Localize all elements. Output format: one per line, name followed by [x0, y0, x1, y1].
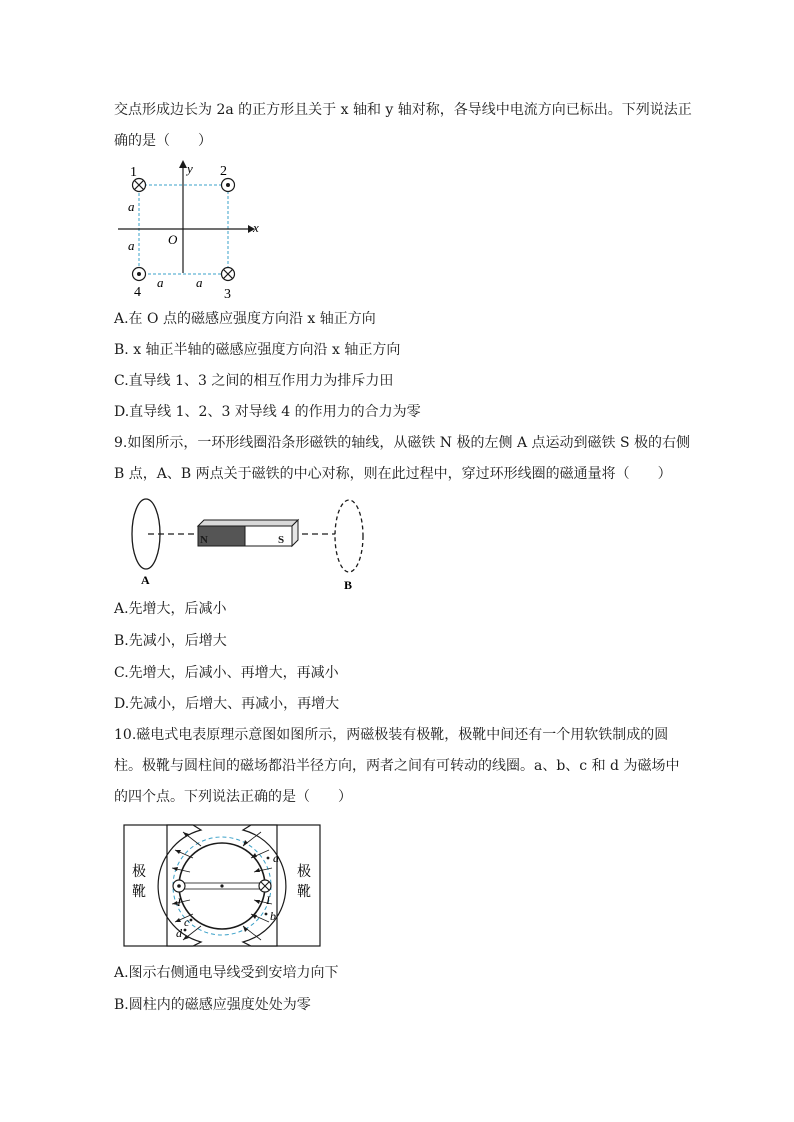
q10-option-a: A.图示右侧通电导线受到安培力向下 [114, 965, 339, 981]
magnet-south-half [245, 526, 292, 546]
x-axis-label: x [253, 220, 259, 235]
q10-stem-line-1: 10.磁电式电表原理示意图如图所示，两磁极装有极靴，极靴中间还有一个用软铁制成的圆 [114, 727, 669, 743]
left-pole-char-2: 靴 [132, 885, 146, 900]
left-pole-char-1: 极 [132, 865, 146, 880]
q9-stem-line-2: B 点，A、B 两点关于磁铁的中心对称，则在此过程中，穿过环形线圈的磁通量将（ ） [114, 466, 672, 482]
q9-option-a: A.先增大，后减小 [114, 601, 227, 617]
cylinder-center [220, 884, 223, 887]
right-pole-char-2: 靴 [297, 885, 311, 900]
origin-label: O [168, 232, 178, 247]
q9-option-b: B.先减小，后增大 [114, 633, 227, 649]
q10-meter-figure [123, 824, 321, 948]
right-conductor-cross-icon [259, 880, 271, 892]
wire-2-label: 2 [220, 164, 227, 179]
wire-3-label: 3 [224, 287, 231, 302]
side-label-right: a [196, 275, 203, 290]
side-label-upper: a [128, 199, 135, 214]
wire-1-cross-icon [133, 179, 146, 192]
point-c-label: c [184, 915, 190, 929]
q8-option-a: A.在 O 点的磁感应强度方向沿 x 轴正方向 [114, 311, 376, 327]
q10-stem-line-2: 柱。极靴与圆柱间的磁场都沿半径方向，两者之间有可转动的线圈。a、b、c 和 d 为磁场中 [114, 758, 680, 774]
q9-option-c: C.先增大，后减小、再增大，再减小 [114, 665, 339, 681]
side-label-lower: a [128, 238, 135, 253]
q9-option-d: D.先减小，后增大、再减小，再增大 [114, 696, 340, 712]
wire-3-cross-icon [222, 268, 235, 281]
q9-stem-line-1: 9.如图所示，一环形线圈沿条形磁铁的轴线，从磁铁 N 极的左侧 A 点运动到磁铁 S 极的右侧 [114, 435, 691, 451]
point-a-label: a [273, 851, 279, 865]
point-b-label: B [344, 578, 353, 592]
point-b-label: b [270, 909, 276, 923]
q10-stem-line-3: 的四个点。下列说法正确的是（ ） [114, 789, 352, 805]
q10-option-b: B.圆柱内的磁感应强度处处为零 [114, 997, 311, 1013]
wire-4-label: 4 [134, 285, 141, 300]
side-label-left: a [157, 275, 164, 290]
magnet-s-label: S [278, 534, 285, 546]
point-d-label: d [176, 926, 182, 940]
point-a-label: A [141, 573, 150, 587]
magnet-n-label: N [200, 534, 208, 546]
q8-option-b: B. x 轴正半轴的磁感应强度方向沿 x 轴正方向 [114, 342, 401, 358]
right-current-label: I [266, 893, 270, 907]
y-axis-label: y [187, 161, 193, 176]
left-current-label: I [177, 895, 181, 909]
q8-wire-square-figure [112, 155, 272, 303]
left-conductor-dot-icon [173, 880, 185, 892]
q8-option-c: C.直导线 1、3 之间的相互作用力为排斥力田 [114, 373, 394, 389]
q8-stem-line-2: 确的是（ ） [114, 133, 212, 149]
q8-option-d: D.直导线 1、2、3 对导线 4 的作用力的合力为零 [114, 404, 421, 420]
wire-2-dot-icon [222, 179, 235, 192]
q9-coil-magnet-figure [120, 492, 370, 594]
q8-stem-line-1: 交点形成边长为 2a 的正方形且关于 x 轴和 y 轴对称，各导线中电流方向已标出。下列说法正 [114, 102, 692, 118]
wire-4-dot-icon [133, 268, 146, 281]
wire-1-label: 1 [130, 165, 137, 180]
right-pole-char-1: 极 [297, 865, 311, 880]
